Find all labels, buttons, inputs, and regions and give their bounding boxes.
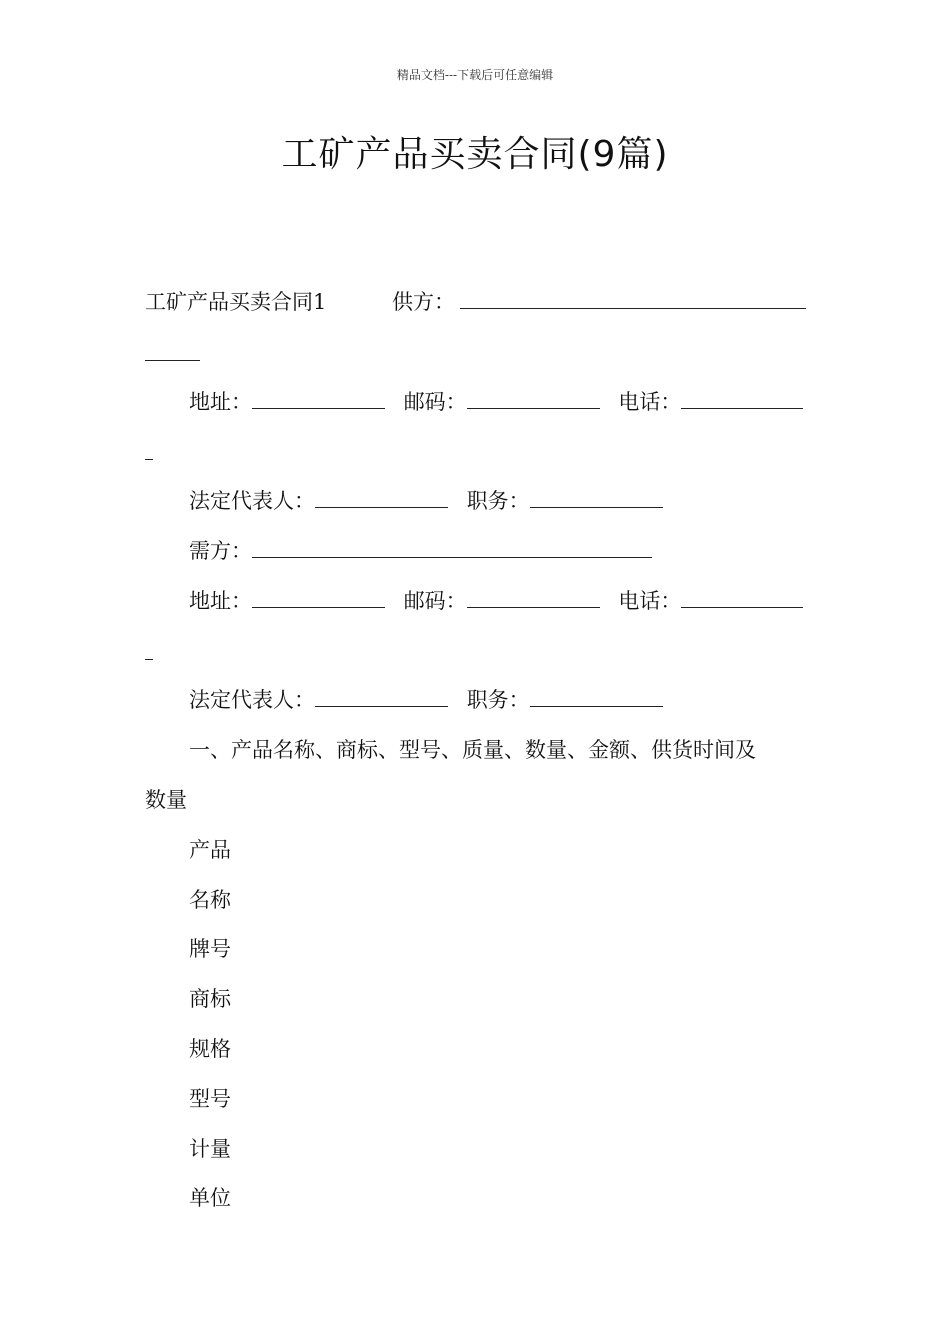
supplier-label: 供方： xyxy=(392,290,455,314)
legal-rep-label: 法定代表人： xyxy=(189,489,315,513)
supplier-address-line xyxy=(189,388,803,416)
buyer-legal-rep-line xyxy=(189,686,663,714)
phone-field-continued[interactable] xyxy=(145,459,153,460)
contract-heading: 工矿产品买卖合同1 xyxy=(145,290,327,314)
postcode-field[interactable] xyxy=(467,587,600,608)
supplier-legal-rep-line xyxy=(189,487,663,515)
buyer-address-line xyxy=(189,587,803,615)
address-field[interactable] xyxy=(252,587,385,608)
table-header-item: 型号 xyxy=(189,1087,231,1111)
postcode-label: 邮码： xyxy=(403,589,467,613)
table-header-item: 规格 xyxy=(189,1037,231,1061)
position-field[interactable] xyxy=(530,487,663,508)
address-label: 地址： xyxy=(189,390,252,414)
legal-rep-field[interactable] xyxy=(315,686,448,707)
phone-field-continued[interactable] xyxy=(145,659,153,660)
buyer-field[interactable] xyxy=(252,537,652,558)
buyer-line xyxy=(189,537,652,565)
phone-field[interactable] xyxy=(681,388,803,409)
section1-line1: 一、产品名称、商标、型号、质量、数量、金额、供货时间及 xyxy=(189,738,756,762)
table-header-item: 商标 xyxy=(189,987,231,1011)
postcode-field[interactable] xyxy=(467,388,600,409)
position-field[interactable] xyxy=(530,686,663,707)
address-label: 地址： xyxy=(189,589,252,613)
page-title: 工矿产品买卖合同(9篇) xyxy=(281,134,669,175)
legal-rep-field[interactable] xyxy=(315,487,448,508)
supplier-field[interactable] xyxy=(460,308,806,309)
table-header-item: 计量 xyxy=(189,1137,231,1161)
table-header-item: 名称 xyxy=(189,888,231,912)
position-label: 职务： xyxy=(466,489,530,513)
phone-field[interactable] xyxy=(681,587,803,608)
table-header-item: 牌号 xyxy=(189,937,231,961)
section1-line2: 数量 xyxy=(145,788,187,812)
position-label: 职务： xyxy=(466,688,530,712)
supplier-field-continued[interactable] xyxy=(145,360,200,361)
phone-label: 电话： xyxy=(618,589,682,613)
intro-line xyxy=(145,288,326,316)
table-header-item: 单位 xyxy=(189,1186,231,1210)
legal-rep-label: 法定代表人： xyxy=(189,688,315,712)
supplier-label-line xyxy=(392,288,455,316)
postcode-label: 邮码： xyxy=(403,390,467,414)
header-note: 精品文档---下载后可任意编辑 xyxy=(396,68,554,82)
phone-label: 电话： xyxy=(618,390,682,414)
address-field[interactable] xyxy=(252,388,385,409)
buyer-label: 需方： xyxy=(189,539,252,563)
table-header-item: 产品 xyxy=(189,838,231,862)
